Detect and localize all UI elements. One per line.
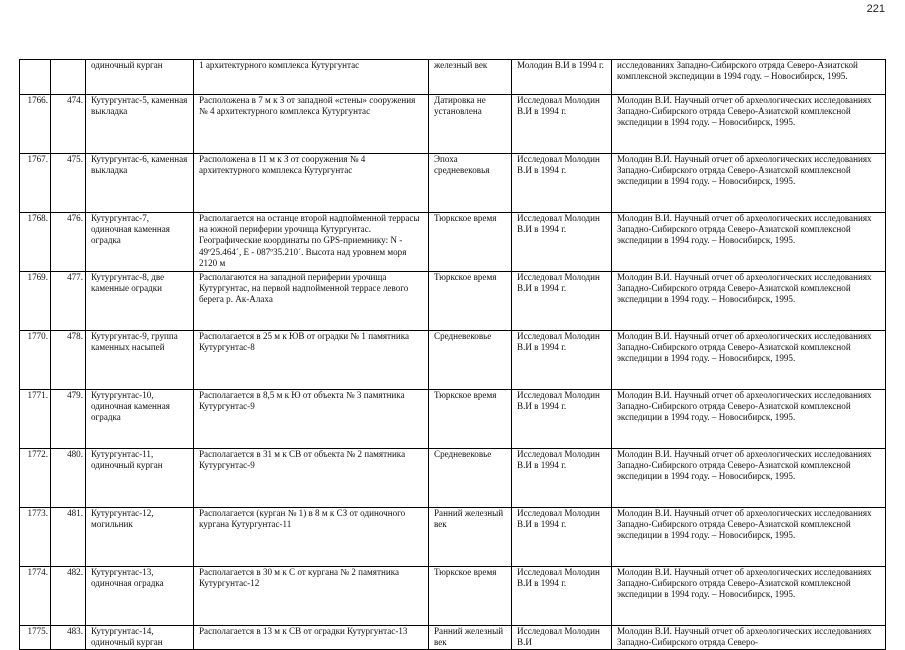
- dating-cell: Ранний железный век: [429, 508, 512, 567]
- dating-cell: Средневековье: [429, 331, 512, 390]
- source-cell: Молодин В.И. Научный отчет об археологических исследованиях Западно-Сибирского отряда Северо-Азиатской комплексной экспедиции в 1994 году. – Новосибирск, 1995.: [612, 272, 886, 331]
- monument-name-cell: Кутургунтас-10, одиночная каменная оградка: [86, 390, 194, 449]
- subrow-number-cell: 478.: [51, 331, 86, 390]
- researcher-cell: Исследовал Молодин В.И в 1994 г.: [512, 449, 612, 508]
- dating-cell: Эпоха средневековья: [429, 154, 512, 213]
- source-cell: Молодин В.И. Научный отчет об археологических исследованиях Западно-Сибирского отряда Северо-: [612, 626, 886, 650]
- source-cell: Молодин В.И. Научный отчет об археологических исследованиях Западно-Сибирского отряда Северо-Азиатской комплексной экспедиции в 1994 году. – Новосибирск, 1995.: [612, 331, 886, 390]
- row-number-cell: 1775.: [20, 626, 51, 650]
- researcher-cell: Исследовал Молодин В.И: [512, 626, 612, 650]
- row-number-cell: 1773.: [20, 508, 51, 567]
- row-number-cell: 1774.: [20, 567, 51, 626]
- dating-cell: Средневековье: [429, 449, 512, 508]
- subrow-number-cell: 480.: [51, 449, 86, 508]
- source-cell: Молодин В.И. Научный отчет об археологических исследованиях Западно-Сибирского отряда Северо-Азиатской комплексной экспедиции в 1994 году. – Новосибирск, 1995.: [612, 95, 886, 154]
- researcher-cell: Исследовал Молодин В.И в 1994 г.: [512, 154, 612, 213]
- table-row: [20, 95, 886, 154]
- row-number-cell: 1771.: [20, 390, 51, 449]
- location-cell: Располагается в 13 м к СВ от оградки Кутургунтас-13: [194, 626, 429, 650]
- dating-cell: Тюркское время: [429, 567, 512, 626]
- monument-name-cell: Кутургунтас-7, одиночная каменная оградка: [86, 213, 194, 272]
- row-number-cell: 1766.: [20, 95, 51, 154]
- source-cell: исследованиях Западно-Сибирского отряда Северо-Азиатской комплексной экспедиции в 1994 году. – Новосибирск, 1995.: [612, 60, 886, 95]
- monument-name-cell: Кутургунтас-6, каменная выкладка: [86, 154, 194, 213]
- source-cell: Молодин В.И. Научный отчет об археологических исследованиях Западно-Сибирского отряда Северо-Азиатской комплексной экспедиции в 1994 году. – Новосибирск, 1995.: [612, 213, 886, 272]
- row-number-cell: 1768.: [20, 213, 51, 272]
- monuments-table: [19, 59, 886, 650]
- table-row: [20, 60, 886, 95]
- row-number-cell: 1770.: [20, 331, 51, 390]
- monument-name-cell: Кутургунтас-13, одиночная оградка: [86, 567, 194, 626]
- source-cell: Молодин В.И. Научный отчет об археологических исследованиях Западно-Сибирского отряда Северо-Азиатской комплексной экспедиции в 1994 году. – Новосибирск, 1995.: [612, 390, 886, 449]
- dating-cell: Ранний железный век: [429, 626, 512, 650]
- subrow-number-cell: 474.: [51, 95, 86, 154]
- location-cell: Располагается (курган № 1) в 8 м к СЗ от одиночного кургана Кутургунтас-11: [194, 508, 429, 567]
- subrow-number-cell: [51, 60, 86, 95]
- location-cell: Располагаются на западной периферии урочища Кутургунтас, на первой надпойменной террасе левого берега р. Ак-Алаха: [194, 272, 429, 331]
- source-cell: Молодин В.И. Научный отчет об археологических исследованиях Западно-Сибирского отряда Северо-Азиатской комплексной экспедиции в 1994 году. – Новосибирск, 1995.: [612, 449, 886, 508]
- researcher-cell: Исследовал Молодин В.И в 1994 г.: [512, 390, 612, 449]
- monument-name-cell: Кутургунтас-12, могильник: [86, 508, 194, 567]
- table-row: [20, 390, 886, 449]
- location-cell: Расположена в 11 м к З от сооружения № 4 архитектурного комплекса Кутургунтас: [194, 154, 429, 213]
- location-cell: Располагается на останце второй надпойменной террасы на южной периферии урочища Кутургунтас. Географические координаты по GPS-приемнику: N - 49º25.464´, E - 087º35.210´. Высота над уровнем моря 2120 м: [194, 213, 429, 272]
- monument-name-cell: Кутургунтас-11, одиночный курган: [86, 449, 194, 508]
- source-cell: Молодин В.И. Научный отчет об археологических исследованиях Западно-Сибирского отряда Северо-Азиатской комплексной экспедиции в 1994 году. – Новосибирск, 1995.: [612, 154, 886, 213]
- row-number-cell: 1772.: [20, 449, 51, 508]
- dating-cell: Тюркское время: [429, 390, 512, 449]
- researcher-cell: Исследовал Молодин В.И в 1994 г.: [512, 567, 612, 626]
- subrow-number-cell: 479.: [51, 390, 86, 449]
- table-row: [20, 331, 886, 390]
- subrow-number-cell: 481.: [51, 508, 86, 567]
- researcher-cell: Исследовал Молодин В.И в 1994 г.: [512, 331, 612, 390]
- researcher-cell: Исследовал Молодин В.И в 1994 г.: [512, 95, 612, 154]
- table-row: [20, 567, 886, 626]
- row-number-cell: 1767.: [20, 154, 51, 213]
- subrow-number-cell: 477.: [51, 272, 86, 331]
- researcher-cell: Исследовал Молодин В.И в 1994 г.: [512, 213, 612, 272]
- dating-cell: Тюркское время: [429, 213, 512, 272]
- researcher-cell: Молодин В.И в 1994 г.: [512, 60, 612, 95]
- monument-name-cell: Кутургунтас-8, две каменные оградки: [86, 272, 194, 331]
- monument-name-cell: Кутургунтас-14, одиночный курган: [86, 626, 194, 650]
- location-cell: Располагается в 25 м к ЮВ от оградки № 1 памятника Кутургунтас-8: [194, 331, 429, 390]
- table-row: [20, 213, 886, 272]
- researcher-cell: Исследовал Молодин В.И в 1994 г.: [512, 508, 612, 567]
- table-row: [20, 508, 886, 567]
- subrow-number-cell: 483.: [51, 626, 86, 650]
- subrow-number-cell: 482.: [51, 567, 86, 626]
- researcher-cell: Исследовал Молодин В.И в 1994 г.: [512, 272, 612, 331]
- location-cell: Располагается в 30 м к С от кургана № 2 памятника Кутургунтас-12: [194, 567, 429, 626]
- dating-cell: Тюркское время: [429, 272, 512, 331]
- monument-name-cell: Кутургунтас-5, каменная выкладка: [86, 95, 194, 154]
- source-cell: Молодин В.И. Научный отчет об археологических исследованиях Западно-Сибирского отряда Северо-Азиатской комплексной экспедиции в 1994 году. – Новосибирск, 1995.: [612, 567, 886, 626]
- location-cell: Располагается в 31 м к СВ от объекта № 2 памятника Кутургунтас-9: [194, 449, 429, 508]
- table-row: [20, 154, 886, 213]
- location-cell: 1 архитектурного комплекса Кутургунтас: [194, 60, 429, 95]
- row-number-cell: [20, 60, 51, 95]
- location-cell: Располагается в 8,5 м к Ю от объекта № 3 памятника Кутургунтас-9: [194, 390, 429, 449]
- dating-cell: железный век: [429, 60, 512, 95]
- page-number: 221: [866, 3, 885, 15]
- row-number-cell: 1769.: [20, 272, 51, 331]
- location-cell: Расположена в 7 м к З от западной «стены» сооружения № 4 архитектурного комплекса Кутургунтас: [194, 95, 429, 154]
- table-row: [20, 626, 886, 650]
- monument-name-cell: одиночный курган: [86, 60, 194, 95]
- subrow-number-cell: 476.: [51, 213, 86, 272]
- table-row: [20, 272, 886, 331]
- source-cell: Молодин В.И. Научный отчет об археологических исследованиях Западно-Сибирского отряда Северо-Азиатской комплексной экспедиции в 1994 году. – Новосибирск, 1995.: [612, 508, 886, 567]
- subrow-number-cell: 475.: [51, 154, 86, 213]
- dating-cell: Датировка не установлена: [429, 95, 512, 154]
- monument-name-cell: Кутургунтас-9, группа каменных насыпей: [86, 331, 194, 390]
- table-row: [20, 449, 886, 508]
